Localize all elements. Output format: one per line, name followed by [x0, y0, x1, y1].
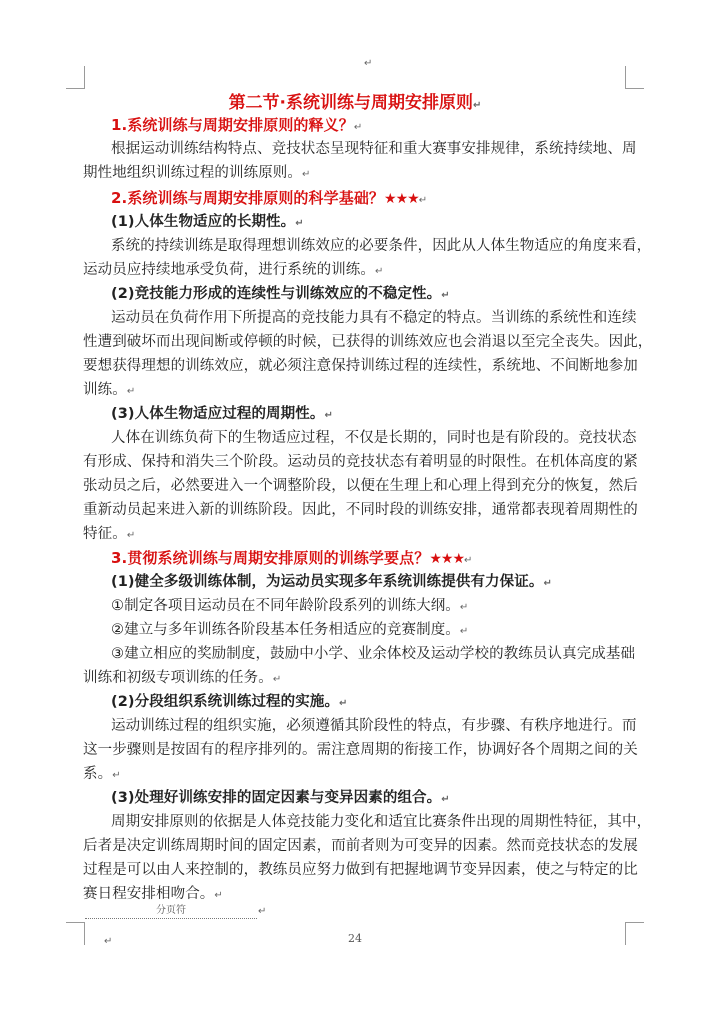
- section-2-heading: 2.系统训练与周期安排原则的科学基础？★★★↵: [111, 189, 428, 207]
- star-rating-icon: ★★★: [384, 191, 419, 207]
- section-1-text-line: 根据运动训练结构特点、竞技状态呈现特征和重大赛事安排规律，系统持续地、周: [111, 141, 637, 157]
- subheading: (1)人体生物适应的长期性。↵: [111, 214, 304, 230]
- star-rating-icon: ★★★: [429, 551, 464, 567]
- paragraph-line: 性遭到破坏而出现间断或停顿的时候，已获得的训练效应也会消退以至完全丧失。因此，: [83, 334, 653, 350]
- return-mark-pagebreak: ↵: [258, 906, 267, 917]
- page-number: 24: [348, 932, 362, 945]
- paragraph-line: 重新动员起来进入新的训练阶段。因此，不同时段的训练安排，通常都表现着周期性的: [83, 502, 638, 518]
- section-3-heading: 3.贯彻系统训练与周期安排原则的训练学要点？★★★↵: [111, 549, 473, 567]
- return-mark-footer: ↵: [104, 936, 113, 947]
- subheading: (3)处理好训练安排的固定因素与变异因素的组合。↵: [111, 790, 450, 806]
- paragraph-line: 训练。↵: [83, 382, 136, 398]
- subheading: (2)分段组织系统训练过程的实施。↵: [111, 694, 348, 710]
- subheading: (2)竞技能力形成的连续性与训练效应的不稳定性。↵: [111, 286, 450, 302]
- section-1-text-line: 期性地组织训练过程的训练原则。↵: [83, 165, 311, 181]
- paragraph-line: 周期安排原则的依据是人体竞技能力变化和适宜比赛条件出现的周期性特征，其中，: [111, 814, 652, 830]
- paragraph-line: 运动训练过程的组织实施，必须遵循其阶段性的特点，有步骤、有秩序地进行。而: [111, 718, 637, 734]
- list-item: ②建立与多年训练各阶段基本任务相适应的竞赛制度。↵: [111, 622, 469, 638]
- list-item: ①制定各项目运动员在不同年龄阶段系列的训练大纲。↵: [111, 598, 469, 614]
- paragraph-line: 这一步骤则是按固有的程序排列的。需注意周期的衔接工作，协调好各个周期之间的关: [83, 742, 638, 758]
- page-break-marker: 分页符: [85, 904, 257, 919]
- paragraph-line: 系统的持续训练是取得理想训练效应的必要条件，因此从人体生物适应的角度来看，: [111, 238, 652, 254]
- crop-mark-top-right: [625, 66, 644, 89]
- paragraph-line: 后者是决定训练周期时间的固定因素，而前者则为可变异的因素。然而竞技状态的发展: [83, 838, 638, 854]
- paragraph-line: 张动员之后，必然要进入一个调整阶段，以便在生理上和心理上得到充分的恢复，然后: [83, 478, 638, 494]
- list-item: 训练和初级专项训练的任务。↵: [83, 670, 282, 686]
- paragraph-line: 过程是可以由人来控制的，教练员应努力做到有把握地调节变异因素，使之与特定的比: [83, 862, 638, 878]
- subheading: (1)健全多级训练体制，为运动员实现多年系统训练提供有力保证。↵: [111, 574, 552, 590]
- subheading: (3)人体生物适应过程的周期性。↵: [111, 406, 333, 422]
- paragraph-line: 运动员在负荷作用下所提高的竞技能力具有不稳定的特点。当训练的系统性和连续: [111, 310, 637, 326]
- page-title: 第二节·系统训练与周期安排原则↵: [228, 93, 482, 113]
- paragraph-line: 要想获得理想的训练效应，就必须注意保持训练过程的连续性，系统地、不间断地参加: [83, 358, 638, 374]
- section-1-heading: 1.系统训练与周期安排原则的释义？↵: [111, 116, 363, 134]
- paragraph-line: 系。↵: [83, 766, 121, 782]
- paragraph-line: 人体在训练负荷下的生物适应过程，不仅是长期的，同时也是有阶段的。竞技状态: [111, 430, 637, 446]
- list-item: ③建立相应的奖励制度，鼓励中小学、业余体校及运动学校的教练员认真完成基础: [111, 646, 636, 662]
- paragraph-line: 赛日程安排相吻合。↵: [83, 886, 223, 902]
- paragraph-line: 特征。↵: [83, 526, 136, 542]
- return-mark-header: ↵: [364, 58, 373, 69]
- paragraph-line: 有形成、保持和消失三个阶段。运动员的竞技状态有着明显的时限性。在机体高度的紧: [83, 454, 638, 470]
- crop-mark-top-left: [66, 66, 85, 89]
- paragraph-line: 运动员应持续地承受负荷，进行系统的训练。↵: [83, 262, 384, 278]
